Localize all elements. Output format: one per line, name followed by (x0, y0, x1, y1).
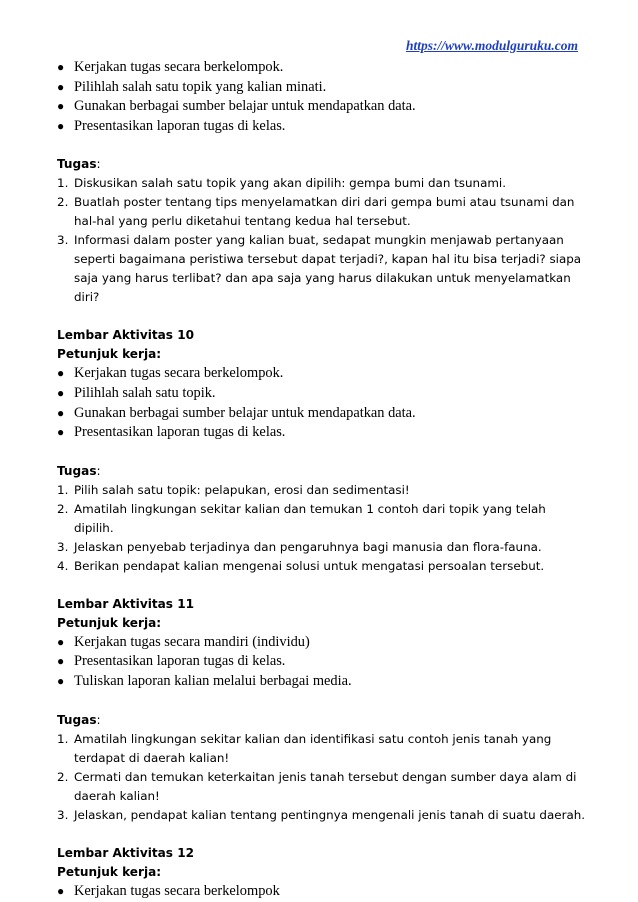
aktivitas-11-task-list (57, 730, 587, 825)
spacer (57, 307, 587, 326)
aktivitas-10-title: Lembar Aktivitas 10 (57, 328, 195, 343)
task-item: 2. Cermati dan temukan keterkaitan jenis tanah tersebut dengan sumber daya alam di daerah kalian! (57, 769, 577, 803)
task-item: 3. Informasi dalam poster yang kalian buat, sedapat mungkin menjawab pertanyaan seperti bagaimana peristiwa tersebut dapat terjadi?, kapan hal itu bisa terjadi? siapa saja yang harus terlibat? dan apa saja yang harus dilakukan untuk menyelamatkan diri? (57, 233, 582, 305)
task-item: 3. Jelaskan penyebab terjadinya dan pengaruhnya bagi manusia dan flora-fauna. (57, 539, 542, 554)
bullet-dot-icon: ● (57, 425, 65, 440)
task-item: 4. Berikan pendapat kalian mengenai solusi untuk mengatasi persoalan tersebut. (57, 558, 545, 573)
bullet-item: ● Kerjakan tugas secara berkelompok. (57, 58, 587, 78)
aktivitas-11-bullet-list (57, 633, 587, 692)
bullet-item: ● Presentasikan laporan tugas di kelas. (57, 652, 587, 672)
page-content (57, 58, 587, 901)
tugas-heading: Tugas: (57, 157, 101, 172)
tugas-heading: Tugas: (57, 463, 101, 478)
bullet-dot-icon: ● (57, 405, 65, 420)
spacer (57, 576, 587, 595)
aktivitas-10-bullet-list (57, 364, 587, 442)
bullet-item: ● Pilihlah salah satu topik. (57, 384, 587, 404)
aktivitas-12-title: Lembar Aktivitas 12 (57, 845, 195, 860)
task-item: 1. Pilih salah satu topik: pelapukan, erosi dan sedimentasi! (57, 482, 410, 497)
spacer (57, 692, 587, 711)
tugas-heading: Tugas: (57, 712, 101, 727)
bullet-item: ● Presentasikan laporan tugas di kelas. (57, 117, 587, 137)
bullet-dot-icon: ● (57, 79, 65, 94)
bullet-item: ● Pilihlah salah satu topik yang kalian minati. (57, 78, 587, 98)
bullet-dot-icon: ● (57, 634, 65, 649)
bullet-dot-icon: ● (57, 118, 65, 133)
bullet-dot-icon: ● (57, 673, 65, 688)
bullet-dot-icon: ● (57, 654, 65, 669)
intro-task-list (57, 174, 587, 307)
aktivitas-10-task-list (57, 481, 587, 576)
bullet-item: ● Gunakan berbagai sumber belajar untuk mendapatkan data. (57, 97, 587, 117)
intro-bullet-list (57, 58, 587, 136)
bullet-dot-icon: ● (57, 385, 65, 400)
aktivitas-12-bullet-list (57, 882, 587, 902)
bullet-item: ● Gunakan berbagai sumber belajar untuk mendapatkan data. (57, 404, 587, 424)
bullet-item: ● Kerjakan tugas secara mandiri (individu) (57, 633, 587, 653)
bullet-dot-icon: ● (57, 60, 65, 74)
task-item: 2. Buatlah poster tentang tips menyelamatkan diri dari gempa bumi atau tsunami dan hal-hal yang perlu diketahui tentang kedua hal tersebut. (57, 195, 575, 229)
bullet-dot-icon: ● (57, 883, 65, 898)
bullet-item: ● Kerjakan tugas secara berkelompok (57, 882, 587, 902)
bullet-dot-icon: ● (57, 99, 65, 114)
task-item: 1. Amatilah lingkungan sekitar kalian dan identifikasi satu contoh jenis tanah yang terdapat di daerah kalian! (57, 731, 552, 765)
task-item: 2. Amatilah lingkungan sekitar kalian dan temukan 1 contoh dari topik yang telah dipilih. (57, 501, 546, 535)
source-url-link[interactable]: https://www.modulguruku.com (405, 38, 578, 53)
petunjuk-kerja-label: Petunjuk kerja: (57, 347, 162, 362)
spacer (57, 136, 587, 155)
bullet-item: ● Presentasikan laporan tugas di kelas. (57, 423, 587, 443)
bullet-dot-icon: ● (57, 366, 65, 381)
task-item: 1. Diskusikan salah satu topik yang akan dipilih: gempa bumi dan tsunami. (57, 176, 507, 191)
aktivitas-11-title: Lembar Aktivitas 11 (57, 596, 195, 611)
petunjuk-kerja-label: Petunjuk kerja: (57, 864, 162, 879)
bullet-item: ● Tuliskan laporan kalian melalui berbagai media. (57, 672, 587, 692)
petunjuk-kerja-label: Petunjuk kerja: (57, 615, 162, 630)
spacer (57, 825, 587, 844)
task-item: 3. Jelaskan, pendapat kalian tentang pentingnya mengenali jenis tanah di suatu daerah. (57, 807, 586, 822)
bullet-item: ● Kerjakan tugas secara berkelompok. (57, 364, 587, 384)
spacer (57, 443, 587, 462)
